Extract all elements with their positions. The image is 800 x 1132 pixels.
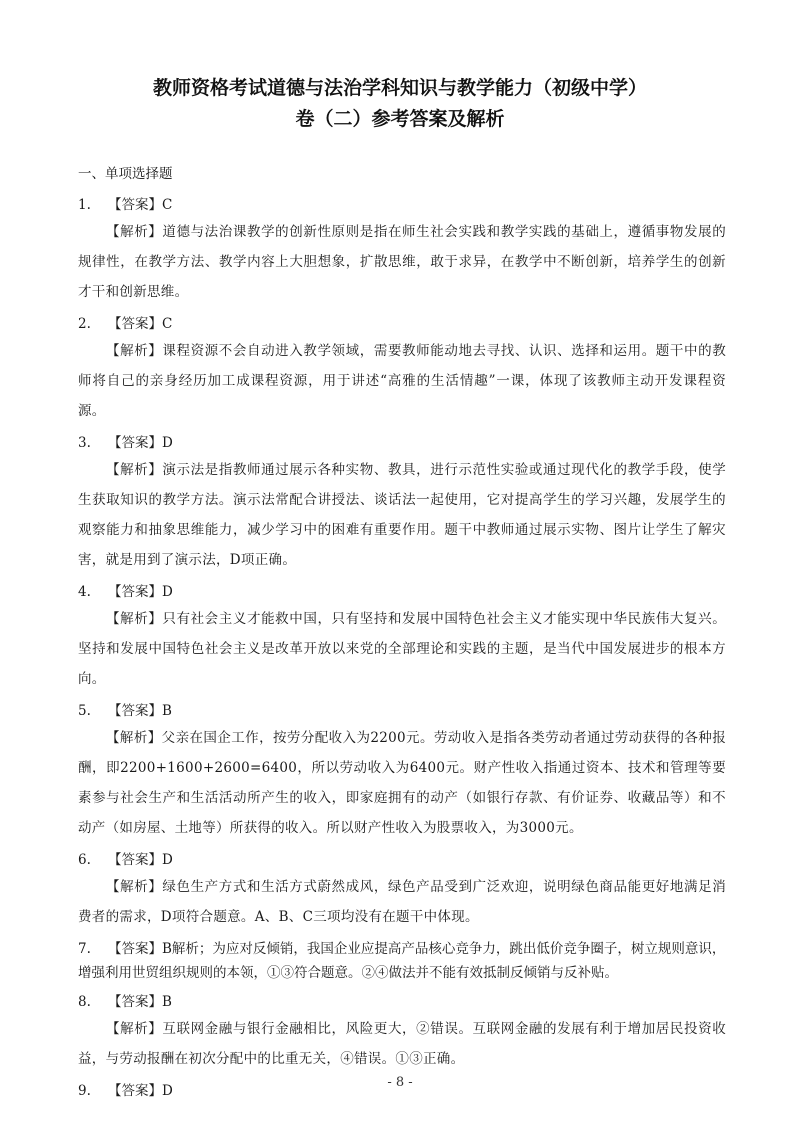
question-number: 8.: [78, 994, 91, 1010]
answer-text: 【答案】D: [108, 852, 173, 868]
document-title: 教师资格考试道德与法治学科知识与教学能力（初级中学）: [152, 77, 647, 99]
question-number: 3.: [78, 435, 91, 451]
question-number: 1.: [78, 197, 91, 213]
answer-line: [78, 193, 726, 217]
answer-text: 【答案】C: [108, 197, 173, 213]
answer-text: 【答案】B: [108, 703, 172, 719]
answer-text: 【答案】B: [108, 994, 172, 1010]
answer-line: [78, 990, 726, 1014]
answer-list: [78, 163, 726, 1103]
question-number: 2.: [78, 316, 91, 332]
explanation-paragraph: 【解析】父亲在国企工作，按劳分配收入为2200元。劳动收入是指各类劳动者通过劳动获得的各种报酬，即2200+1600+2600=6400，所以劳动收入为6400元。财产性收入指通过资本、技术和管理等要素参与社会生产和生活活动所产生的收入，即家庭拥有的动产（如银行存款、有价证券、收藏品等）和不动产（如房屋、土地等）所获得的收入。所以财产性收入为股票收入，为3000元。: [78, 730, 726, 836]
question-number: 5.: [78, 703, 91, 719]
explanation-paragraph: 【解析】互联网金融与银行金融相比，风险更大，②错误。互联网金融的发展有利于增加居民投资收益，与劳动报酬在初次分配中的比重无关，④错误。①③正确。: [78, 1021, 726, 1067]
question-number: 7.: [78, 941, 91, 957]
answer-text: 【答案】B解析；为应对反倾销，我国企业应提高产品核心竞争力，跳出低价竞争圈子，树立规则意识，增强利用世贸组织规则的本领，①③符合题意。②④做法并不能有效抵制反倾销与反补贴。: [78, 941, 726, 981]
explanation-paragraph: 【解析】课程资源不会自动进入教学领域，需要教师能动地去寻找、认识、选择和运用。题干中的教师将自己的亲身经历加工成课程资源，用于讲述“高雅的生活情趣”一课，体现了该教师主动开发课程资源。: [78, 343, 726, 419]
question-number: 9.: [78, 1083, 91, 1099]
answer-line: [78, 699, 726, 723]
answer-text: 【答案】D: [108, 584, 173, 600]
answer-line: [78, 848, 726, 872]
answer-text: 【答案】D: [108, 435, 173, 451]
answer-line: [78, 431, 726, 455]
answer-line: [78, 312, 726, 336]
document-subtitle: 卷（二）参考答案及解析: [295, 108, 505, 130]
question-number: 6.: [78, 852, 91, 868]
explanation-paragraph: 【解析】演示法是指教师通过展示各种实物、教具，进行示范性实验或通过现代化的教学手段，使学生获取知识的教学方法。演示法常配合讲授法、谈话法一起使用，它对提高学生的学习兴趣，发展学生的观察能力和抽象思维能力，减少学习中的困难有重要作用。题干中教师通过展示实物、图片让学生了解灾害，就是用到了演示法，D项正确。: [78, 462, 726, 568]
answer-line: [78, 580, 726, 604]
items-container: [78, 193, 726, 1103]
answer-text: 【答案】D: [108, 1083, 173, 1099]
explanation-paragraph: 【解析】绿色生产方式和生活方式蔚然成风，绿色产品受到广泛欢迎，说明绿色商品能更好地满足消费者的需求，D项符合题意。A、B、C三项均没有在题干中体现。: [78, 879, 726, 925]
answer-text: 【答案】C: [108, 316, 173, 332]
question-number: 4.: [78, 584, 91, 600]
page-number: - 8 -: [387, 1075, 413, 1090]
section-heading: 一、单项选择题: [78, 166, 173, 182]
explanation-paragraph: 【解析】只有社会主义才能救中国，只有坚持和发展中国特色社会主义才能实现中华民族伟大复兴。坚持和发展中国特色社会主义是改革开放以来党的全部理论和实践的主题，是当代中国发展进步的根本方向。: [78, 611, 726, 687]
answer-line: [78, 937, 726, 985]
explanation-paragraph: 【解析】道德与法治课教学的创新性原则是指在师生社会实践和教学实践的基础上，遵循事物发展的规律性，在教学方法、教学内容上大胆想象，扩散思维，敢于求异，在教学中不断创新，培养学生的创新才干和创新思维。: [78, 224, 726, 300]
